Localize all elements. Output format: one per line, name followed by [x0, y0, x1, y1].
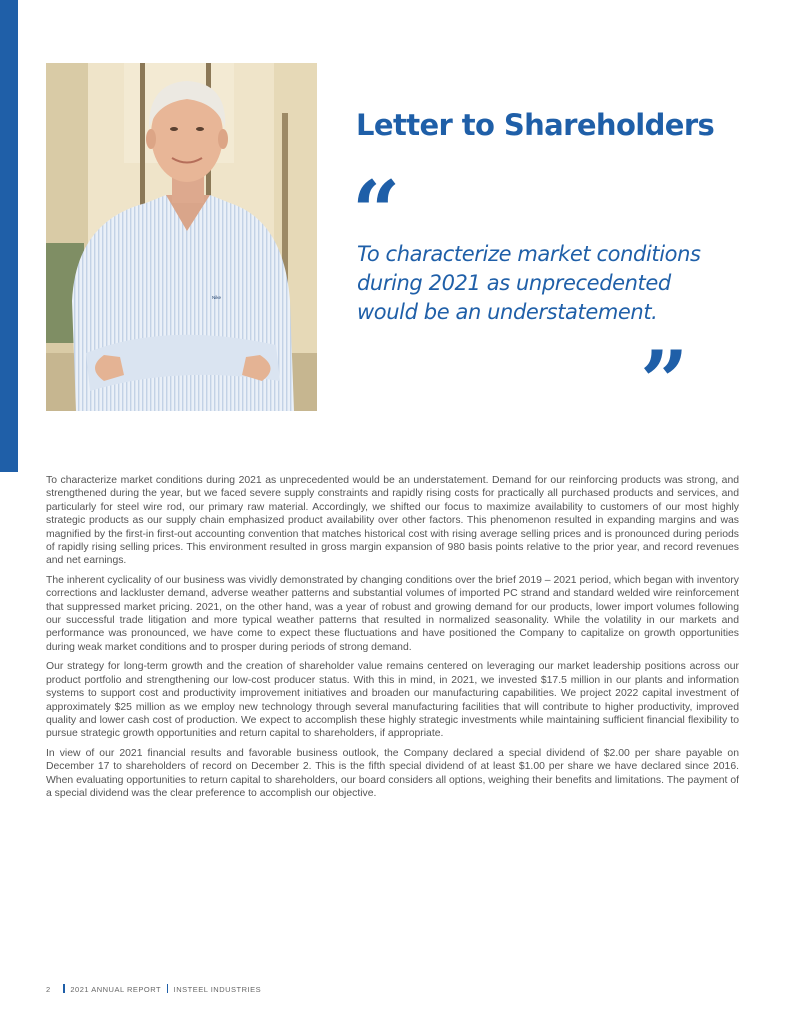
body-paragraph: The inherent cyclicality of our business was vividly demonstrated by changing conditions over the brief 2019 – 2021 period, which began with inventory corrections and lackluster demand, adverse weather patterns and substantial volumes of imported PC strand and standard welded wire reinforcement that suppressed market pricing. 2021, on the other hand, was a year of robust and growing demand for our products, lower import volumes following our successful trade litigation and more typical weather patterns that resulted in normalized seasonality. While the volatility in our markets and performance was pronounced, we have come to expect these fluctuations and have positioned the Company to capitalize on growth opportunities during weak market conditions and to prosper during periods of strong demand. — [46, 574, 739, 653]
body-paragraph: In view of our 2021 financial results and favorable business outlook, the Company declared a special dividend of $2.00 per share payable on December 17 to shareholders of record on December 2. This is the fifth special dividend of at least $1.00 per share we have declared since 2016. When evaluating opportunities to return capital to shareholders, our board considers all options, weighing their benefits and limitations. The payment of a special dividend was the clear preference to accomplish our objective. — [46, 747, 739, 799]
executive-portrait — [46, 63, 317, 411]
body-paragraph: Our strategy for long-term growth and the creation of shareholder value remains centered on leveraging our market leadership positions across our product portfolio and strengthening our low-cost producer status. With this in mind, in 2021, we invested $17.5 million in our plants and information systems to support cost and productivity improvement initiatives and broaden our manufacturing capabilities. We project 2022 capital investment of approximately $25 million as we employ new technology through several manufacturing facilities that will contribute to higher productivity, improved quality and lower cash cost of production. We expect to accomplish these highly strategic investments while maintaining sufficient financial flexibility to pursue strategic growth opportunities and return capital to shareholders, if appropriate. — [46, 661, 739, 740]
letter-body — [46, 474, 739, 806]
report-label: 2021 ANNUAL REPORT — [70, 985, 161, 994]
company-name: INSTEEL INDUSTRIES — [173, 985, 262, 994]
pull-quote — [357, 240, 727, 327]
footer-divider — [63, 984, 65, 993]
close-quote-mark: ” — [640, 332, 689, 431]
page-footer — [46, 984, 261, 994]
footer-divider — [167, 984, 169, 993]
pull-quote-line: during 2021 as unprecedented — [357, 271, 671, 295]
page-number: 2 — [46, 985, 51, 994]
open-quote-mark: “ — [352, 162, 401, 261]
body-paragraph: To characterize market conditions during 2021 as unprecedented would be an understatement. Demand for our reinforcing products was strong, and strengthened during the year, but we faced severe supply constraints and rapidly rising costs for practically all purchased products and services, and particularly for steel wire rod, our primary raw material. Accordingly, we shifted our focus to maximize availability to customers of our most highly strategic products as our supply chain emphasized product availability over other factors. This phenomenon resulted in expanding margins and was magnified by the first-in first-out accounting convention that matches historical cost with rising average selling prices and is pronounced during periods of rapidly rising selling prices. This environment resulted in gross margin expansion of 980 basis points relative to the prior year, and record revenues and net earnings. — [46, 475, 739, 567]
accent-bar — [0, 0, 18, 472]
pull-quote-line: To characterize market conditions — [357, 242, 701, 266]
shirt-logo: Nike — [212, 295, 222, 300]
pull-quote-line: would be an understatement. — [357, 300, 658, 324]
page-title: Letter to Shareholders — [356, 108, 715, 142]
